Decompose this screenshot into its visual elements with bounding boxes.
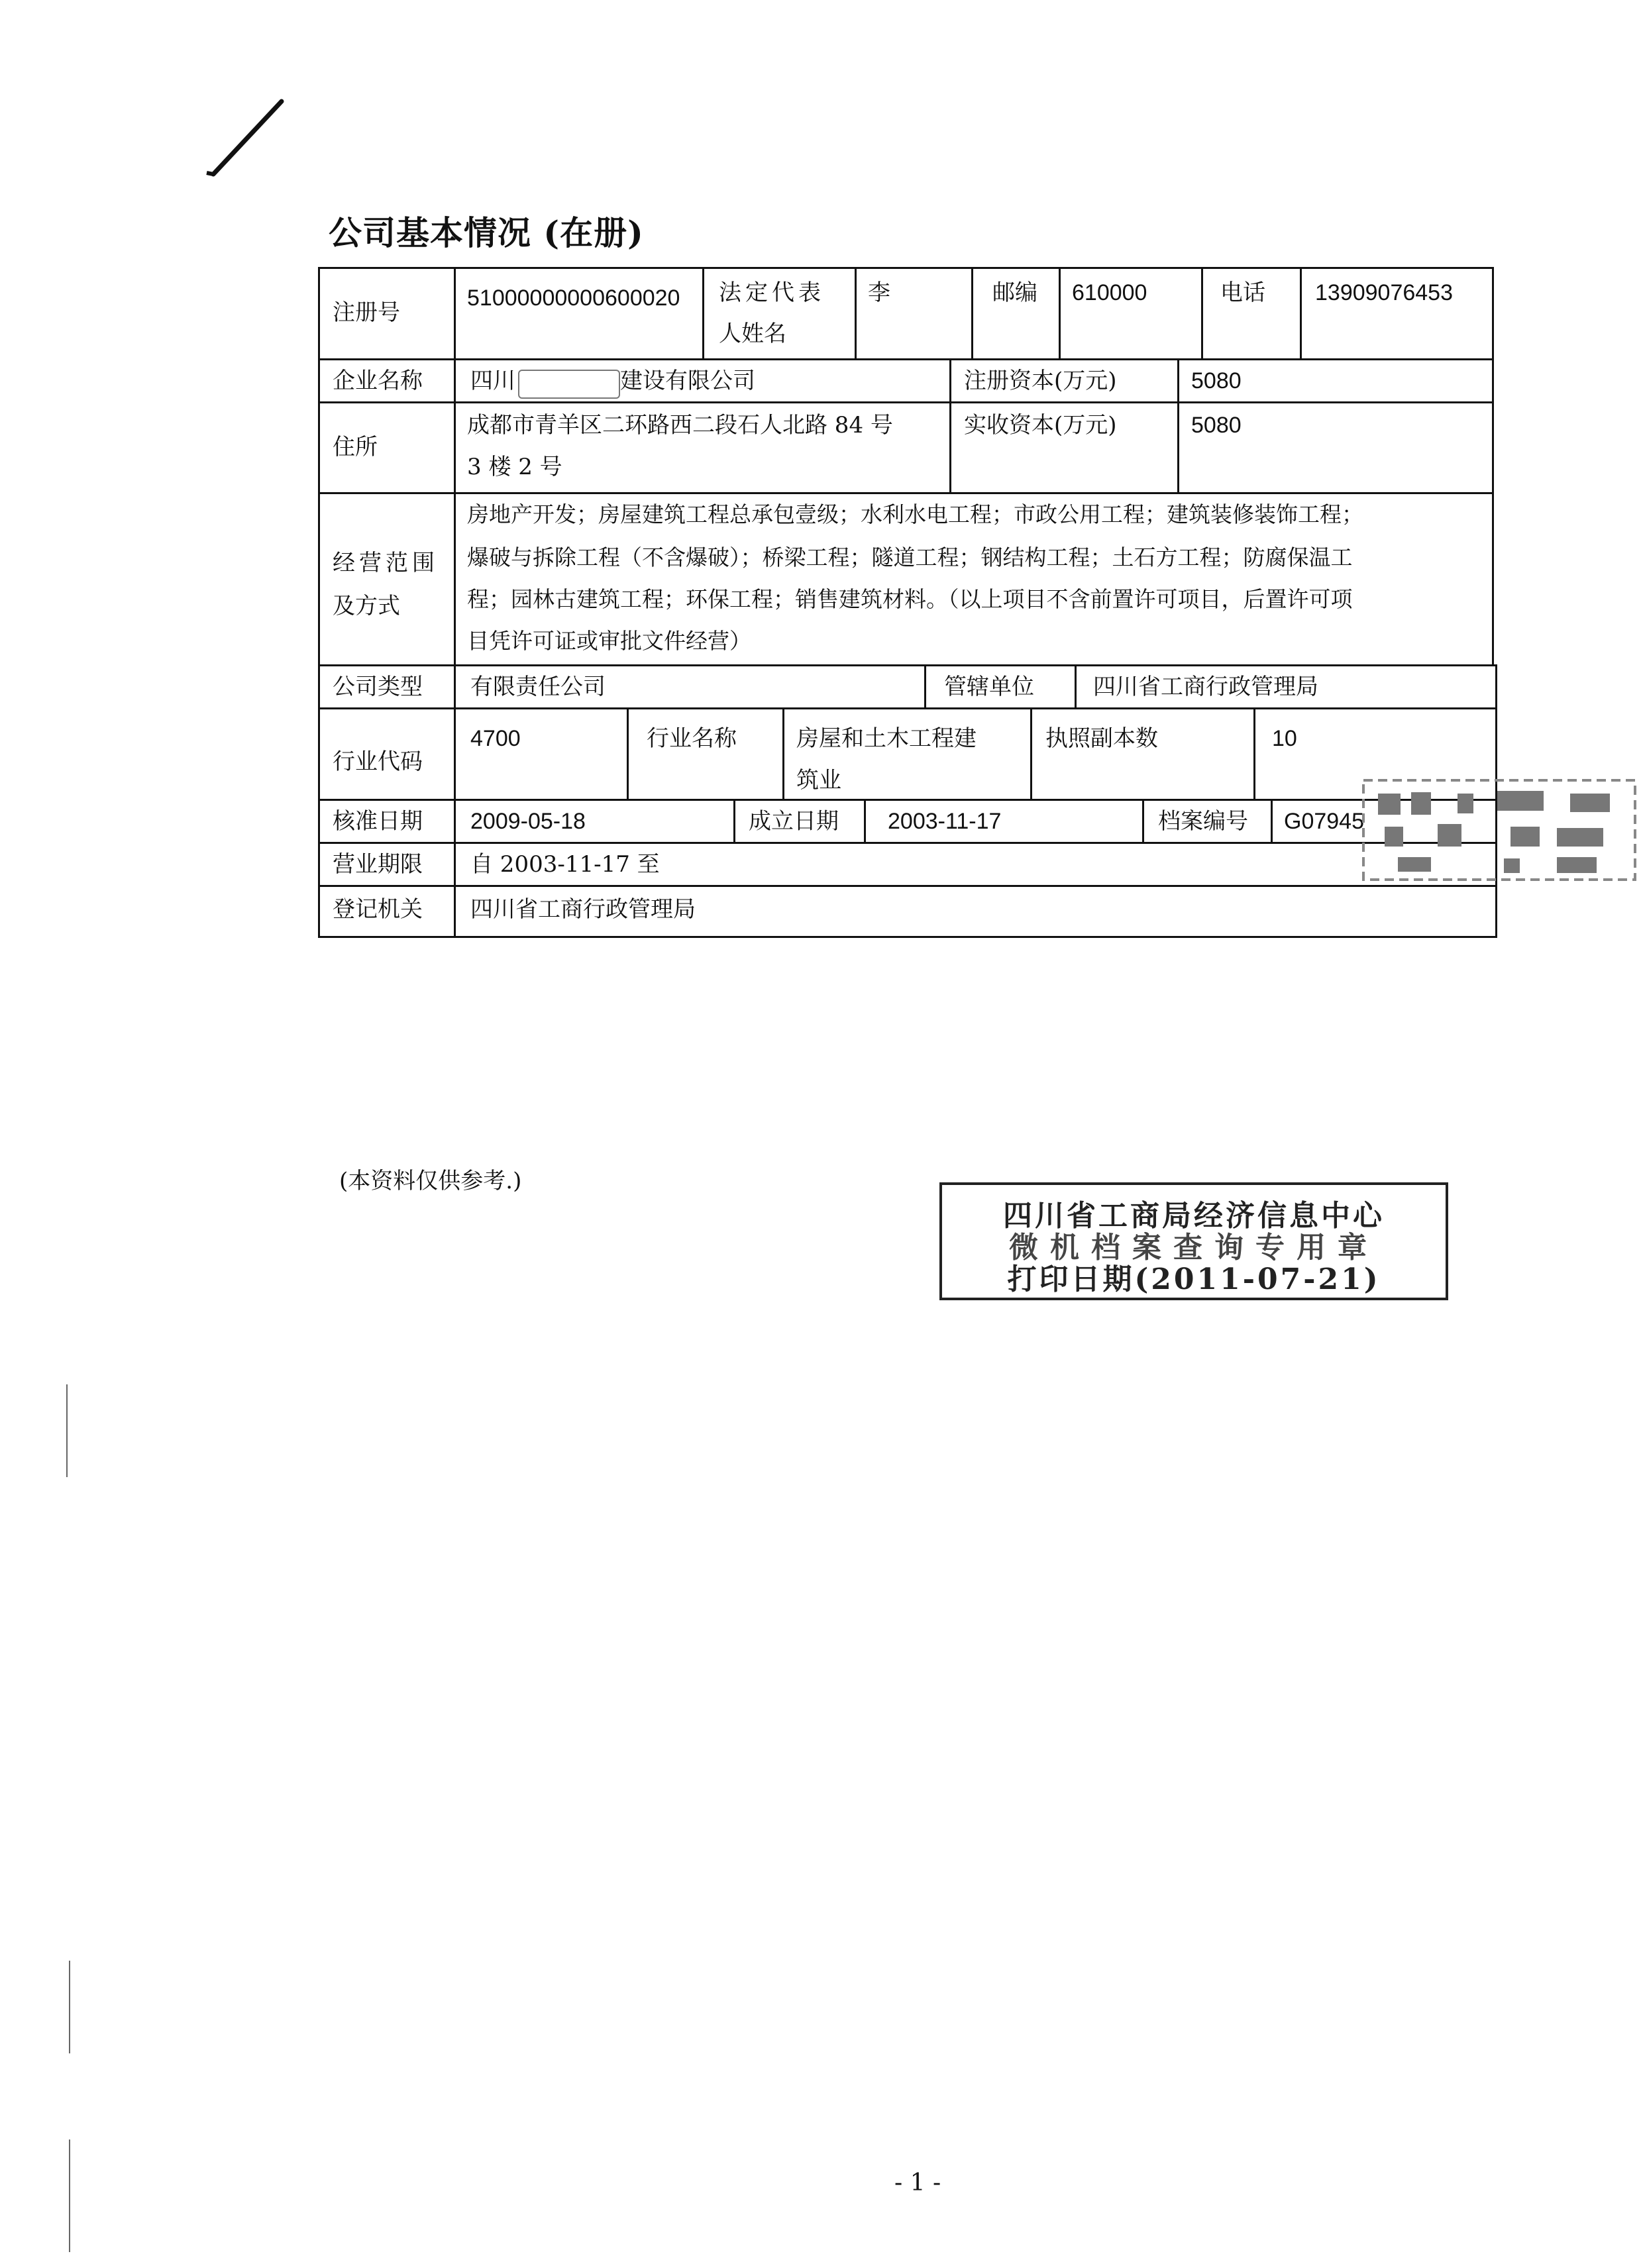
seal-print-date: 打印日期(2011-07-21) [1007, 1263, 1381, 1296]
scope-label-line1: 经营范围 [333, 550, 439, 576]
seal-line-1: 四川省工商局经济信息中心 [1003, 1199, 1385, 1233]
page-title: 公司基本情况 (在册) [329, 213, 644, 252]
license-copies-value: 10 [1272, 726, 1297, 751]
founded-date-label: 成立日期 [749, 808, 839, 835]
reg-no-value: 51000000000600020 [467, 285, 680, 311]
legal-rep-label-line2: 人姓名 [719, 321, 786, 347]
reg-capital-label: 注册资本(万元) [964, 368, 1117, 394]
reg-authority-value: 四川省工商行政管理局 [470, 896, 696, 923]
legal-rep-value: 李 [868, 280, 890, 306]
seal-line-2: 微机档案查询专用章 [1009, 1231, 1379, 1264]
phone-label: 电话 [1220, 280, 1265, 306]
scope-line-4: 目凭许可证或审批文件经营） [467, 628, 751, 654]
industry-name-line2: 筑业 [796, 767, 841, 794]
scope-line-3: 程；园林古建筑工程；环保工程；销售建筑材料。（以上项目不含前置许可项目，后置许可项 [467, 586, 1353, 612]
founded-date-value: 2003-11-17 [888, 809, 1002, 834]
company-type-label: 公司类型 [333, 674, 423, 700]
reference-note: (本资料仅供参考.) [339, 1168, 522, 1194]
business-term-label: 营业期限 [333, 851, 423, 878]
approval-date-value: 2009-05-18 [470, 809, 586, 834]
company-name-label: 企业名称 [333, 368, 423, 394]
authority-label: 管辖单位 [944, 674, 1034, 700]
paid-capital-label: 实收资本(万元) [964, 412, 1117, 438]
reg-capital-value: 5080 [1191, 368, 1242, 393]
address-label: 住所 [333, 434, 378, 460]
redacted-company-name [518, 370, 620, 399]
industry-code-label: 行业代码 [333, 748, 423, 775]
approval-date-label: 核准日期 [333, 808, 423, 835]
phone-value: 13909076453 [1315, 280, 1454, 305]
industry-name-label: 行业名称 [647, 725, 737, 752]
partial-stamp-impression [1358, 774, 1643, 892]
scan-artifact [69, 1961, 70, 2053]
business-term-value: 自 2003-11-17 至 [470, 851, 660, 878]
page-number: - 1 - [894, 2169, 941, 2196]
scope-line-1: 房地产开发；房屋建筑工程总承包壹级；水利水电工程；市政公用工程；建筑装修装饰工程； [467, 501, 1363, 527]
industry-name-line1: 房屋和土木工程建 [796, 725, 977, 752]
address-line1: 成都市青羊区二环路西二段石人北路 84 号 [467, 412, 893, 438]
scan-artifact [66, 1384, 68, 1477]
company-info-table [318, 267, 1497, 939]
archive-no-label: 档案编号 [1158, 808, 1248, 835]
query-seal-stamp [939, 1182, 1448, 1300]
industry-code-value: 4700 [470, 726, 521, 751]
postal-label: 邮编 [992, 280, 1037, 306]
paid-capital-value: 5080 [1191, 413, 1242, 438]
scan-artifact [69, 2139, 70, 2252]
postal-value: 610000 [1072, 280, 1147, 305]
address-line2: 3 楼 2 号 [467, 454, 562, 480]
legal-rep-label-line1: 法定代表 [719, 280, 825, 306]
reg-authority-label: 登记机关 [333, 896, 423, 923]
authority-value: 四川省工商行政管理局 [1093, 674, 1318, 700]
license-copies-label: 执照副本数 [1045, 725, 1158, 752]
archive-no-value: G07945 [1284, 809, 1364, 834]
reg-no-label: 注册号 [333, 299, 400, 326]
company-type-value: 有限责任公司 [470, 674, 606, 700]
scope-line-2: 爆破与拆除工程（不含爆破）；桥梁工程；隧道工程；钢结构工程；土石方工程；防腐保温工 [467, 544, 1353, 570]
company-name-suffix: 建设有限公司 [620, 368, 755, 394]
pen-stroke-mark [199, 96, 298, 182]
scope-label-line2: 及方式 [333, 593, 400, 619]
company-name-prefix: 四川 [470, 368, 515, 394]
